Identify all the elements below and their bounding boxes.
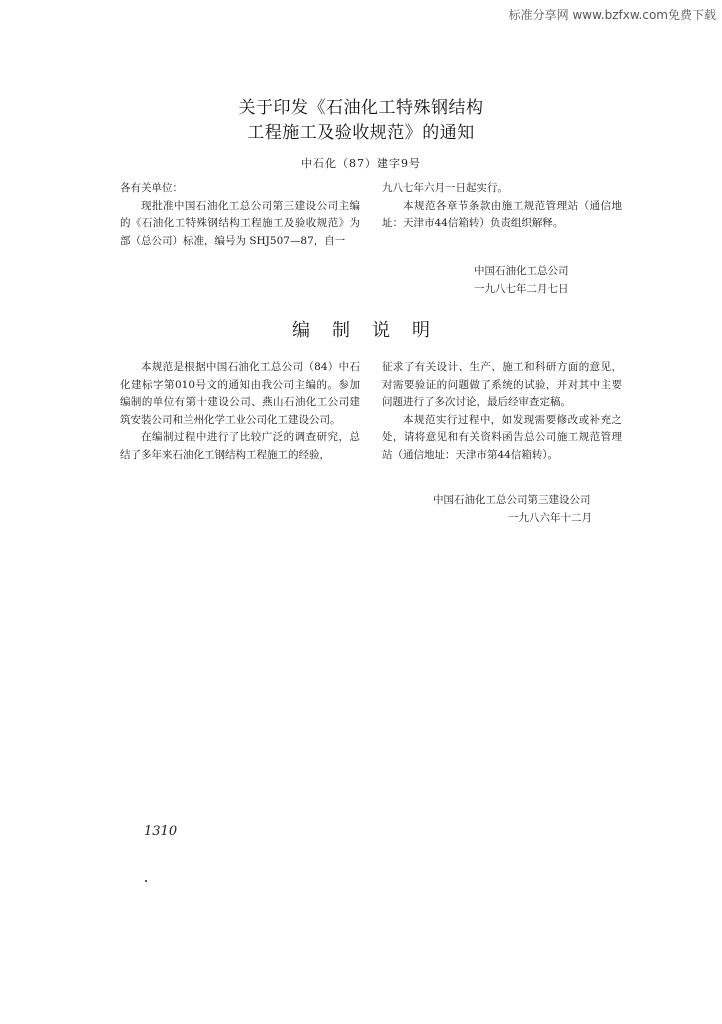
notice-title-line2: 工程施工及验收规范》的通知 xyxy=(247,123,475,143)
scan-speck xyxy=(145,880,147,882)
explanation-left-column xyxy=(120,359,360,465)
explanation-right-column xyxy=(382,359,622,465)
explanation-paragraph-3: 本规范实行过程中，如发现需要修改或补充之处，请将意见和有关资料函告总公司施工规范管理站（通信地址：天津市第44信箱转）。 xyxy=(382,413,622,461)
explanation-issuer: 中国石油化工总公司第三建设公司 xyxy=(433,494,591,506)
salutation: 各有关单位： xyxy=(120,182,183,194)
notice-paragraph-2: 本规范各章节条款由施工规范管理站（通信地址：天津市44信箱转）负责组织解释。 xyxy=(382,199,622,230)
notice-title-line1: 关于印发《石油化工特殊钢结构 xyxy=(238,98,484,118)
notice-paragraph-1: 现批准中国石油化工总公司第三建设公司主编的《石油化工特殊钢结构工程施工及验收规范》为部（总公司）标准，编号为 SHJ507—87，自一 xyxy=(120,199,360,247)
watermark: 标准分享网 www.bzfxw.com免费下载 xyxy=(508,8,716,22)
notice-right-column xyxy=(382,180,622,233)
page-number: 1310 xyxy=(144,824,178,839)
notice-left-column xyxy=(120,180,360,250)
section-title: 编制说明 xyxy=(292,320,452,341)
notice-issuer: 中国石油化工总公司 xyxy=(474,265,569,277)
explanation-date: 一九八六年十二月 xyxy=(508,512,592,524)
explanation-paragraph-2-cont: 征求了有关设计、生产、施工和科研方面的意见，对需要验证的问题做了系统的试验，并对其中主要问题进行了多次讨论，最后经审查定稿。 xyxy=(382,361,622,409)
notice-paragraph-1-cont: 九八七年六月一日起实行。 xyxy=(382,182,508,194)
explanation-paragraph-1: 本规范是根据中国石油化工总公司（84）中石化建标字第010号文的通知由我公司主编的。参加编制的单位有第十建设公司、燕山石油化工公司建筑安装公司和兰州化学工业公司化工建设公司。 xyxy=(120,361,360,426)
document-number: 中石化（87）建字9号 xyxy=(301,157,421,170)
explanation-paragraph-2: 在编制过程中进行了比较广泛的调查研究，总结了多年来石油化工钢结构工程施工的经验， xyxy=(120,431,360,461)
notice-date: 一九八七年二月七日 xyxy=(474,283,569,295)
